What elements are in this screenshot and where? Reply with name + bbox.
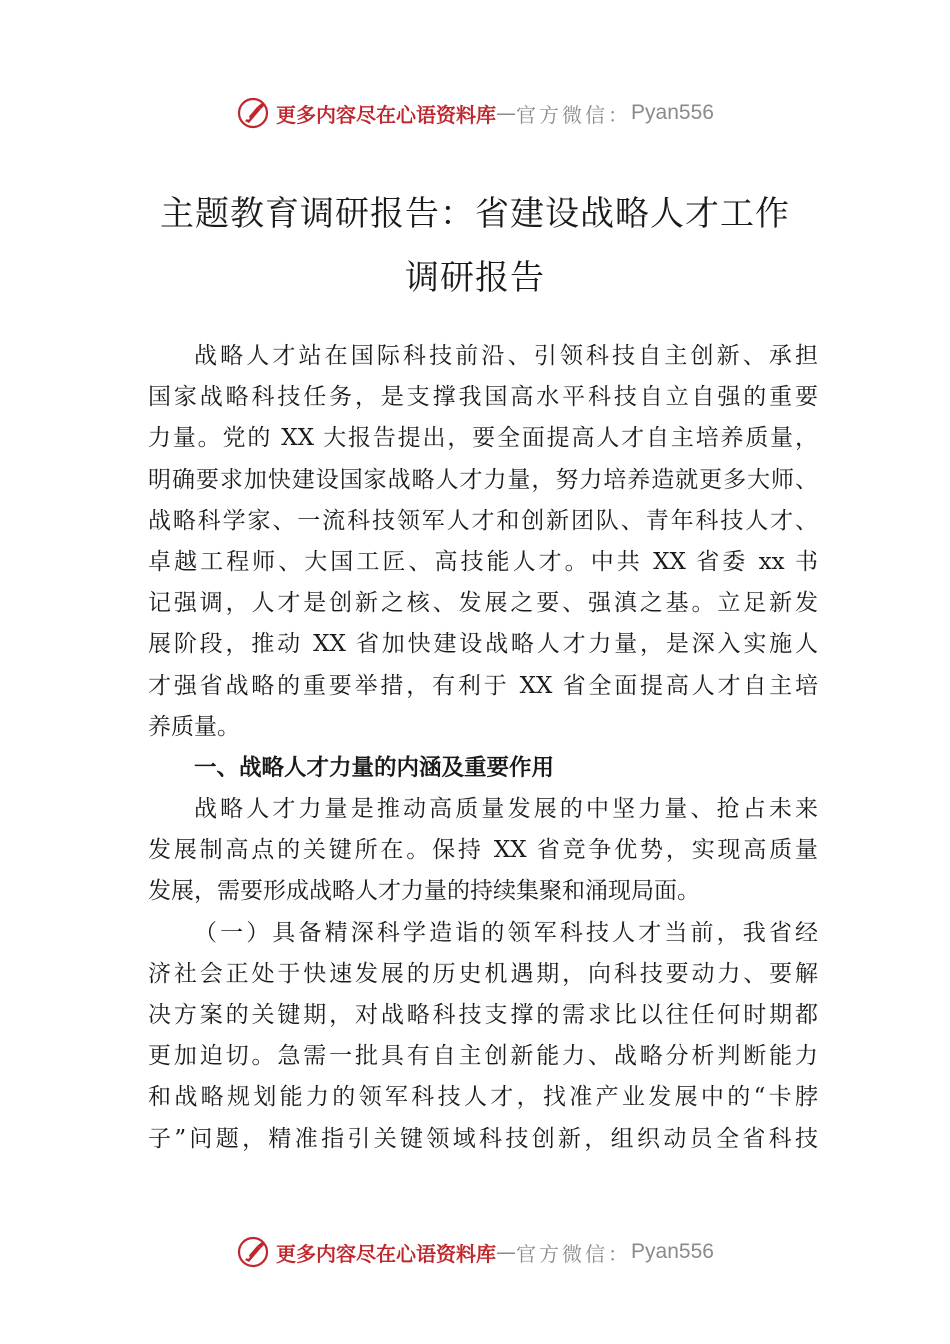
document-title-line-1: 主题教育调研报告：省建设战略人才工作	[160, 194, 790, 234]
header-watermark-banner	[0, 93, 950, 133]
body-line: 国家战略科技任务，是支撑我国高水平科技自立自强的重要	[148, 384, 818, 411]
section-heading: 一、战略人才力量的内涵及重要作用	[194, 754, 555, 781]
body-line: 济社会正处于快速发展的历史机遇期，向科技要动力、要解	[148, 960, 818, 987]
body-line: 决方案的关键期，对战略科技支撑的需求比以往任何时期都	[148, 1002, 818, 1028]
banner-brand-text: 更多内容尽在心语资料库	[276, 1241, 497, 1266]
body-line: 卓越工程师、大国工匠、高技能人才。中共 XX 省委 xx 书	[148, 548, 818, 575]
banner-separator: —	[496, 1240, 517, 1264]
body-line: （一）具备精深科学造诣的领军科技人才当前，我省经	[194, 919, 818, 946]
body-line: 更加迫切。急需一批具有自主创新能力、战略分析判断能力	[148, 1043, 818, 1070]
body-line: 力量。党的 XX 大报告提出，要全面提高人才自主培养质量，	[148, 425, 818, 452]
body-line: 发展制高点的关键所在。保持 XX 省竞争优势，实现高质量	[148, 837, 818, 864]
body-line: 明确要求加快建设国家战略人才力量，努力培养造就更多大师、	[148, 466, 818, 493]
banner-wechat-id: Pyan556	[631, 1240, 714, 1263]
body-line: 记强调，人才是创新之核、发展之要、强滇之基。立足新发	[148, 590, 818, 617]
body-line: 才强省战略的重要举措，有利于 XX 省全面提高人才自主培	[148, 672, 818, 699]
banner-wechat-label: 官方微信：	[516, 1241, 632, 1266]
body-line: 展阶段，推动 XX 省加快建设战略人才力量，是深入实施人	[148, 631, 818, 658]
document-title-line-2: 调研报告	[405, 258, 545, 298]
banner-separator: —	[496, 101, 517, 125]
banner-wechat-id: Pyan556	[631, 101, 714, 124]
body-line: 子”问题，精准指引关键领域科技创新，组织动员全省科技	[148, 1125, 818, 1152]
body-line: 发展，需要形成战略人才力量的持续集聚和涌现局面。	[148, 878, 700, 905]
footer-watermark-banner	[0, 1232, 950, 1272]
fountain-pen-logo-icon	[236, 96, 270, 130]
body-line: 和战略规划能力的领军科技人才，找准产业发展中的“卡脖	[148, 1084, 818, 1111]
body-line: 养质量。	[148, 713, 240, 740]
body-line: 战略科学家、一流科技领军人才和创新团队、青年科技人才、	[148, 507, 818, 534]
fountain-pen-logo-icon	[236, 1235, 270, 1269]
document-body	[148, 336, 818, 1160]
body-line: 战略人才站在国际科技前沿、引领科技自主创新、承担	[194, 343, 818, 369]
banner-wechat-label: 官方微信：	[516, 102, 632, 127]
banner-brand-text: 更多内容尽在心语资料库	[276, 102, 497, 127]
body-line: 战略人才力量是推动高质量发展的中坚力量、抢占未来	[194, 796, 818, 823]
